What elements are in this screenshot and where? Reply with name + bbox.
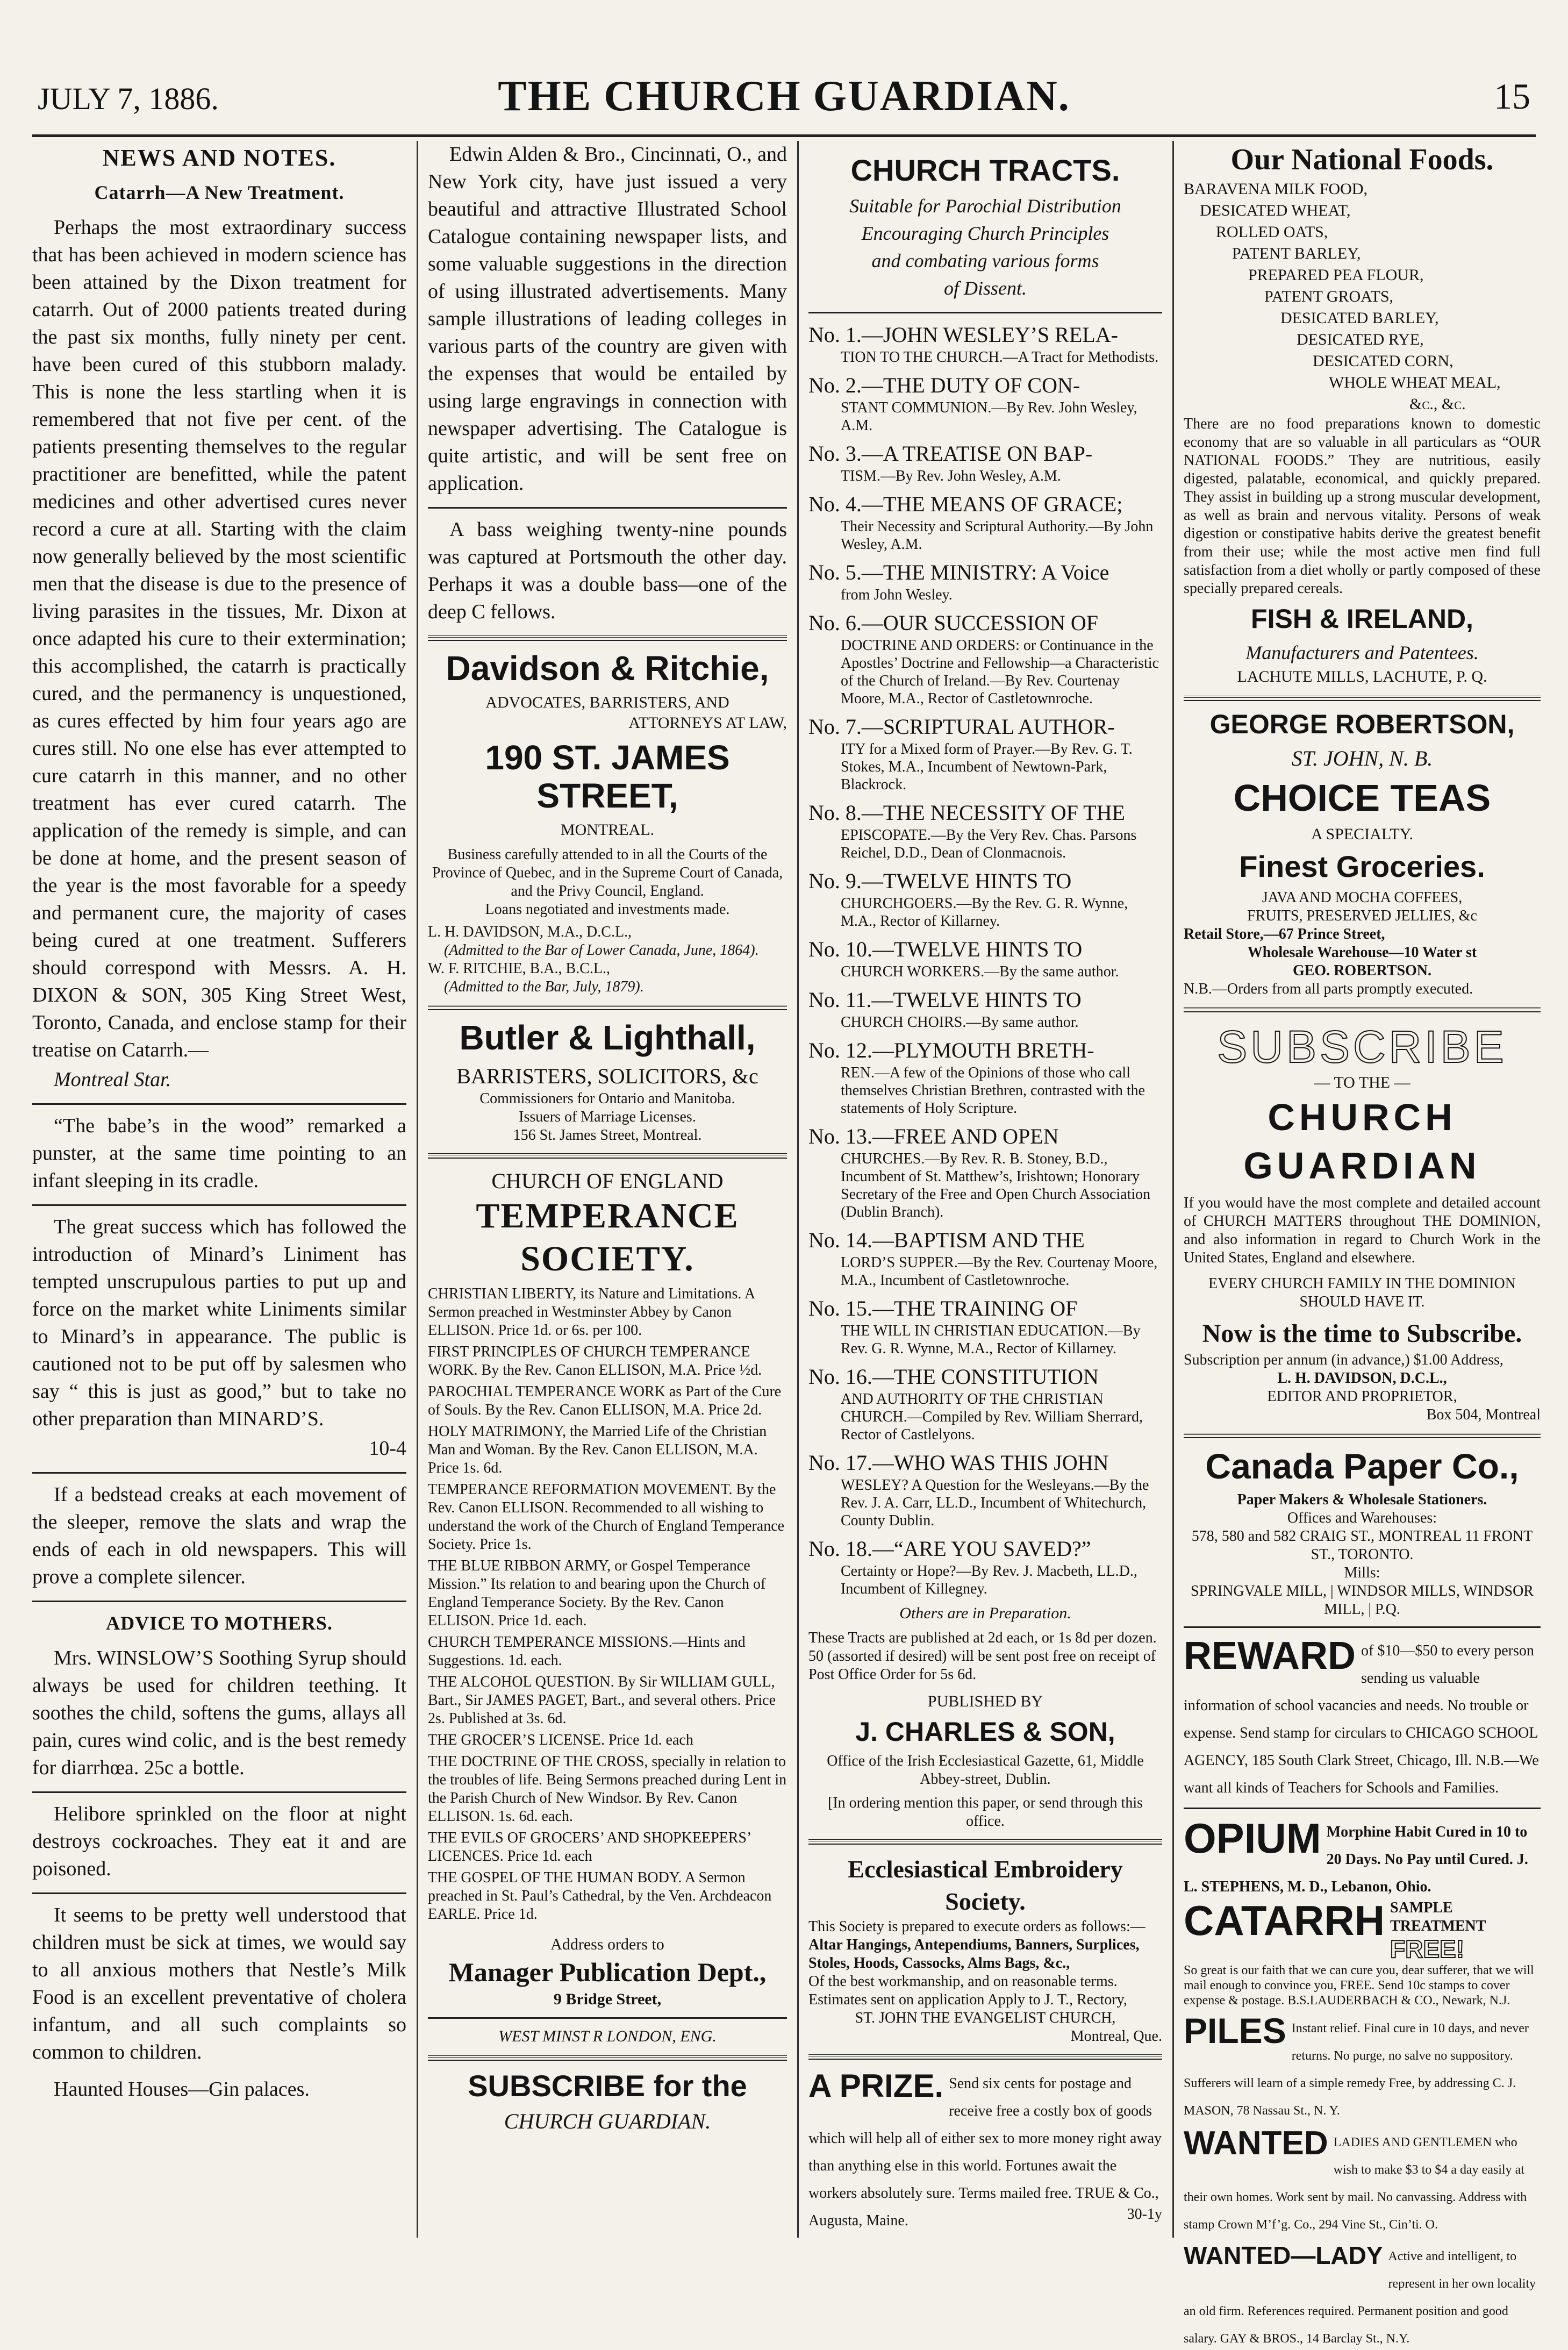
tract-description: REN.—A few of the Opinions of those who call themselves Christian Brethren, contrasted with the statements of Holy Scripture. [841, 1064, 1145, 1117]
tract-title: No. 4.—THE MEANS OF GRACE; [808, 491, 1123, 516]
tract-title: No. 8.—THE NECESSITY OF THE [808, 800, 1125, 825]
embroidery-items: Altar Hangings, Antependiums, Banners, Surplices, Stoles, Hoods, Cassocks, Alms Bags, &c., [808, 1936, 1140, 1972]
hellibore-item: Helibore sprinkled on the floor at night destroys cockroaches. They eat it and are poisoned. [32, 1803, 406, 1880]
catarrh-heading: Catarrh—A New Treatment. [94, 182, 345, 203]
butler-lighthall-title: Butler & Lighthall, [459, 1018, 756, 1058]
tract-title: No. 12.—PLYMOUTH BRETH- [808, 1038, 1094, 1062]
cote-item: THE DOCTRINE OF THE CROSS, specially in relation to the troubles of life. Being Sermons preached during Lent in the Parish Church of New Windsor. By Rev. Canon ELLISON. 1s. 6d. each. [428, 1753, 787, 1825]
davidson-partner2-note: (Admitted to the Bar, July, 1879). [444, 978, 644, 996]
cote-item: CHRISTIAN LIBERTY, its Nature and Limitations. A Sermon preached in Westminster Abbey by Canon ELLISON. Price 1d. or 6s. per 100. [428, 1285, 755, 1339]
opium-word: OPIUM [1184, 1815, 1321, 1862]
tract-item [808, 867, 1162, 930]
choice-teas: CHOICE TEAS [1233, 777, 1491, 819]
bridge-street: 9 Bridge Street, [553, 1990, 662, 2008]
issue-date: JULY 7, 1886. [38, 81, 219, 116]
divider [428, 1153, 787, 1159]
tract-item [808, 799, 1162, 862]
reward-ad [1184, 1635, 1541, 1800]
food-item: DESICATED WHEAT, [1200, 202, 1351, 219]
tracts-price: These Tracts are published at 2d each, or 1s 8d per dozen. 50 (assorted if desired) will be sent post free on receipt of Post Office Order for 5s 6d. [808, 1629, 1157, 1683]
tract-list [808, 321, 1162, 1598]
wanted-lady-text: Active and intelligent, to represent in her own locality an old firm. References required. Permanent position and good salary. GAY & BROS., 14 Barclay St., N.Y. [1184, 2249, 1536, 2346]
tract-description: WESLEY? A Question for the Wesleyans.—By the Rev. J. A. Carr, LL.D., Incumbent of Whitechurch, County Dublin. [841, 1476, 1149, 1529]
fish-heading: FISH & IRELAND, [1251, 604, 1473, 634]
butler-line1: BARRISTERS, SOLICITORS, &c [456, 1063, 758, 1088]
prize-text: Send six cents for postage and receive free a costly box of goods which will help all of either sex to more money right away than anything else in this world. Fortunes await the workers absolutely sure. Terms mailed free. TRUE & Co., Augusta, Maine. [808, 2075, 1162, 2229]
tract-description: CHURCH CHOIRS.—By same author. [841, 1013, 1079, 1031]
tract-item [808, 372, 1162, 434]
tracts-sub1: Suitable for Parochial Distribution [849, 195, 1121, 217]
davidson-business: Business carefully attended to in all the Courts of the Province of Quebec, and in the Supreme Court of Canada, and the Privy Council, England. [432, 846, 783, 900]
divider [1184, 1007, 1541, 1012]
divider [32, 1472, 406, 1474]
tract-item [808, 935, 1162, 981]
prize-ref: 30-1y [1127, 2205, 1162, 2223]
published-by: PUBLISHED BY [927, 1692, 1043, 1710]
tract-item [808, 321, 1162, 366]
tract-title: No. 10.—TWELVE HINTS TO [808, 937, 1083, 961]
cote-item: HOLY MATRIMONY, the Married Life of the Christian Man and Woman. By the Rev. Canon ELLISON, M.A. Price 1s. 6d. [428, 1423, 767, 1476]
davidson-address: 190 ST. JAMES STREET, [485, 738, 730, 815]
embroidery-title: Ecclesiastical Embroidery Society. [848, 1855, 1123, 1915]
mills-text: SPRINGVALE MILL, | WINDSOR MILLS, WINDSOR MILL, | P.Q. [1191, 1583, 1534, 1618]
cote-item: THE GROCER’S LICENSE. Price 1d. each [428, 1731, 693, 1748]
piles-ad [1184, 2012, 1541, 2122]
finest-groceries: Finest Groceries. [1239, 849, 1485, 883]
editor-name: L. H. DAVIDSON, D.C.L., [1277, 1369, 1447, 1387]
tract-title: No. 16.—THE CONSTITUTION [808, 1364, 1099, 1389]
tract-item [808, 490, 1162, 553]
divider [1184, 1433, 1541, 1438]
divider [428, 635, 787, 641]
tract-title: No. 13.—FREE AND OPEN [808, 1124, 1059, 1148]
butler-line3: Issuers of Marriage Licenses. [519, 1108, 696, 1125]
tract-item [808, 713, 1162, 794]
editor-role: EDITOR AND PROPRIETOR, [1267, 1388, 1457, 1405]
cote-item: THE GOSPEL OF THE HUMAN BODY. A Sermon preached in St. Paul’s Cathedral, by the Ven. Archdeacon EARLE. Price 1d. [428, 1869, 772, 1923]
tract-description: from John Wesley. [841, 586, 953, 603]
tract-title: No. 6.—OUR SUCCESSION OF [808, 610, 1098, 635]
divider [32, 1204, 406, 1206]
tract-description: LORD’S SUPPER.—By the Rev. Courtenay Moore, M.A., Incumbent of Castletownroche. [841, 1254, 1158, 1289]
catarrh-source: Montreal Star. [54, 1068, 171, 1091]
tract-title: No. 2.—THE DUTY OF CON- [808, 373, 1080, 397]
divider [808, 2054, 1162, 2060]
wanted-ad [1184, 2126, 1541, 2236]
divider [32, 1601, 406, 1602]
subscription-price: Subscription per annum (in advance,) $1.00 Address, [1184, 1351, 1503, 1368]
cote-item: CHURCH TEMPERANCE MISSIONS.—Hints and Suggestions. 1d. each. [428, 1633, 746, 1669]
bedstead-item: If a bedstead creaks at each movement of the sleeper, remove the slats and wrap the ends of each in old newspapers. This will prove a complete silencer. [32, 1483, 406, 1588]
tract-description: TION TO THE CHURCH.—A Tract for Methodists. [841, 348, 1159, 366]
tract-title: No. 7.—SCRIPTURAL AUTHOR- [808, 714, 1115, 739]
cote-heading: CHURCH OF ENGLAND [491, 1168, 724, 1193]
tract-description: EPISCOPATE.—By the Very Rev. Chas. Parsons Reichel, D.D., Dean of Clonmacnois. [841, 826, 1137, 861]
church-guardian-title: CHURCH GUARDIAN [1243, 1096, 1481, 1187]
tract-title: No. 18.—“ARE YOU SAVED?” [808, 1536, 1091, 1561]
foods-text: There are no food preparations known to domestic economy that are so valuable in all particulars as “OUR NATIONAL FOODS.” They are nutritious, easily digested, palatable, economical, and quickly prepared. They assist in building up a strong muscular development, as well as brain and nervous vitality. Persons of weak digestion or constipative habits derive the greatest benefit from their use; while the most active men find full satisfaction from a diet wholly or partly composed of these specially prepared cereals. [1184, 416, 1541, 597]
publisher-name: J. CHARLES & SON, [855, 1716, 1115, 1747]
manager-publication: Manager Publication Dept., [448, 1956, 767, 1987]
tract-title: No. 3.—A TREATISE ON BAP- [808, 441, 1093, 466]
page-number: 15 [1494, 76, 1530, 117]
cote-list [428, 1285, 787, 1924]
geo-robertson: GEO. ROBERTSON. [1292, 962, 1432, 979]
column-4 [1175, 141, 1541, 2346]
robertson-city: ST. JOHN, N. B. [1291, 746, 1433, 770]
retail-store: Retail Store,—67 Prince Street, [1184, 925, 1385, 942]
tract-item [808, 1295, 1162, 1358]
wanted-word: WANTED [1184, 2125, 1328, 2162]
divider [1184, 1626, 1541, 1628]
others-preparation: Others are in Preparation. [899, 1604, 1071, 1622]
opium-ad [1184, 1817, 1541, 1899]
catarrh-free1: SAMPLE TREATMENT [1390, 1899, 1486, 1935]
mills-label: Mills: [1344, 1565, 1380, 1582]
tracts-sub2: Encouraging Church Principles [861, 222, 1109, 244]
tract-description: DOCTRINE AND ORDERS: or Continuance in the Apostles’ Doctrine and Fellowship—a Characteristic of the Church of Ireland.—By Rev. Courtenay Moore, M.A., Rector of Castletownroche. [841, 637, 1159, 707]
tract-description: AND AUTHORITY OF THE CHRISTIAN CHURCH.—Compiled by Rev. William Sherrard, Rector of Castlelyons. [841, 1390, 1143, 1443]
embroidery-city: Montreal, Que. [1070, 2027, 1162, 2045]
wanted-lady-ad [1184, 2240, 1541, 2350]
davidson-city: MONTREAL. [560, 821, 655, 839]
catarrh-ad [1184, 1899, 1541, 1963]
tract-item [808, 1535, 1162, 1598]
newspaper-title: THE CHURCH GUARDIAN. [498, 73, 1070, 120]
tract-item [808, 1363, 1162, 1444]
column-3 [800, 141, 1171, 2238]
food-item: &c., &c. [1409, 395, 1466, 413]
prize-word: A PRIZE. [808, 2067, 944, 2104]
cote-item: THE BLUE RIBBON ARMY, or Gospel Temperance Mission.” Its relation to and bearing upon the Church of England Temperance Society. By the Rev. Canon ELLISON. Price 1d. each. [428, 1557, 766, 1629]
foods-list [1184, 178, 1541, 415]
tract-item [808, 1226, 1162, 1289]
divider [32, 1892, 406, 1894]
minards-item: The great success which has followed the introduction of Minard’s Liniment has tempted unscrupulous parties to put up and force on the market white Liniments similar to Minard’s in appearance. The public is cautioned not to be put off by salesmen who say “ this is just as good,” but to take no other preparation than MINARD’S. [32, 1216, 406, 1430]
minards-ref: 10-4 [369, 1437, 406, 1460]
tract-item [808, 559, 1162, 604]
cg-text: If you would have the most complete and detailed account of CHURCH MATTERS throughout THE DOMINION, and also information in regard to Church Work in the United States, England and elsewhere. [1184, 1194, 1541, 1266]
food-item: ROLLED OATS, [1216, 223, 1328, 241]
tract-item [808, 609, 1162, 708]
food-item: DESICATED RYE, [1297, 331, 1424, 348]
tract-description: CHURCHES.—By Rev. R. B. Stoney, B.D., Incumbent of St. Matthew’s, Irishtown; Honorary Secretary of the Free and Open Church Association (Dublin Branch). [841, 1150, 1151, 1220]
food-item: PATENT GROATS, [1264, 288, 1394, 305]
divider [1184, 1808, 1541, 1809]
opium-text: Morphine Habit Cured in 10 to 20 Days. No Pay until Cured. J. L. STEPHENS, M. D., Lebanon, Ohio. [1184, 1824, 1528, 1896]
column-1 [32, 141, 415, 2238]
tract-item [808, 1037, 1162, 1117]
divider [1184, 696, 1541, 701]
divider [32, 1791, 406, 1793]
prize-ad [808, 2068, 1162, 2233]
tract-title: No. 14.—BAPTISM AND THE [808, 1227, 1085, 1252]
tract-title: No. 17.—WHO WAS THIS JOHN [808, 1450, 1109, 1475]
fruits: FRUITS, PRESERVED JELLIES, &c [1247, 907, 1477, 924]
box-number: Box 504, Montreal [1426, 1406, 1541, 1423]
paper-makers: Paper Makers & Wholesale Stationers. [1237, 1491, 1487, 1509]
news-heading: NEWS AND NOTES. [102, 145, 336, 171]
masthead [32, 54, 1536, 137]
butler-line2: Commissioners for Ontario and Manitoba. [479, 1090, 735, 1107]
tract-title: No. 11.—TWELVE HINTS TO [808, 987, 1082, 1012]
tract-description: ITY for a Mixed form of Prayer.—By Rev. G. T. Stokes, M.A., Incumbent of Newtown-Park, Blackrock. [841, 740, 1133, 793]
cote-title: TEMPERANCE SOCIETY. [476, 1196, 739, 1278]
subscribe-for-the: SUBSCRIBE for the [468, 2068, 747, 2103]
teas-sub: A SPECIALTY. [1311, 825, 1414, 843]
davidson-ritchie-title: Davidson & Ritchie, [446, 649, 769, 688]
tract-title: No. 1.—JOHN WESLEY’S RELA- [808, 322, 1118, 347]
embroidery-church: ST. JOHN THE EVANGELIST CHURCH, [855, 2009, 1116, 2026]
davidson-partner2: W. F. RITCHIE, B.A., B.C.L., [428, 960, 610, 977]
canada-paper: Canada Paper Co., [1205, 1446, 1519, 1486]
westminster: WEST MINST R LONDON, ENG. [498, 2027, 717, 2045]
tract-description: Certainty or Hope?—By Rev. J. Macbeth, LL.D., Incumbent of Killegney. [841, 1562, 1137, 1597]
food-item: DESICATED CORN, [1313, 352, 1454, 370]
catarrh-word: CATARRH [1184, 1897, 1385, 1945]
food-item: DESICATED BARLEY, [1280, 309, 1439, 327]
fish-city: LACHUTE MILLS, LACHUTE, P. Q. [1237, 668, 1487, 685]
divider [808, 1839, 1162, 1845]
advice-heading: ADVICE TO MOTHERS. [106, 1612, 333, 1634]
piles-text: Instant relief. Final cure in 10 days, and never returns. No purge, no salve no suppository. Sufferers will learn of a simple remedy Free, by addressing C. J. MASON, 78 Nassau St., N. Y. [1184, 2022, 1529, 2118]
tracts-sub3: and combating various forms [871, 249, 1099, 272]
divider [428, 2017, 787, 2019]
tract-description: CHURCH WORKERS.—By the same author. [841, 963, 1119, 980]
davidson-partner1-note: (Admitted to the Bar of Lower Canada, June, 1864). [444, 942, 759, 959]
tracts-heading: CHURCH TRACTS. [850, 153, 1120, 187]
bass-item: A bass weighing twenty-nine pounds was captured at Portsmouth the other day. Perhaps it was a double bass—one of the deep C fellows. [428, 518, 787, 623]
fish-sub: Manufacturers and Patentees. [1245, 642, 1479, 663]
haunted-item: Haunted Houses—Gin palaces. [54, 2078, 310, 2101]
embroidery-text1: This Society is prepared to execute orders as follows:— [808, 1918, 1145, 1935]
divider [32, 1103, 406, 1105]
food-item: BARAVENA MILK FOOD, [1184, 180, 1367, 198]
wanted-text: LADIES AND GENTLEMEN who wish to make $3 to $4 a day easily at their own homes. Work sent by mail. No canvassing. Address with stamp Crown M’f’g. Co., 294 Vine St., Cin’ti. O. [1184, 2135, 1527, 2232]
paper-address: 578, 580 and 582 CRAIG ST., MONTREAL 11 FRONT ST., TORONTO. [1191, 1528, 1533, 1563]
divider [428, 1005, 787, 1010]
ordering-note: [In ordering mention this paper, or send through this office. [828, 1794, 1143, 1830]
tract-title: No. 9.—TWELVE HINTS TO [808, 868, 1072, 893]
catarrh-free2: FREE! [1390, 1935, 1465, 1963]
church-guardian-ital: CHURCH GUARDIAN. [504, 2109, 711, 2134]
tracts-sub4: of Dissent. [943, 277, 1027, 299]
food-item: PATENT BARLEY, [1232, 245, 1361, 262]
davidson-loans: Loans negotiated and investments made. [485, 901, 730, 918]
food-item: PREPARED PEA FLOUR, [1248, 266, 1424, 284]
divider [808, 312, 1162, 313]
davidson-line2: ATTORNEYS AT LAW, [628, 714, 787, 732]
subscribe-big: SUBSCRIBE [1217, 1021, 1507, 1072]
robertson-name: GEORGE ROBERTSON, [1209, 709, 1515, 739]
divider [428, 2055, 787, 2061]
cote-item: THE EVILS OF GROCERS’ AND SHOPKEEPERS’ LICENCES. Price 1d. each [428, 1829, 751, 1865]
tract-description: Their Necessity and Scriptural Authority.—By John Wesley, A.M. [841, 518, 1154, 553]
wanted-lady-word: WANTED—LADY [1184, 2241, 1383, 2270]
babe-item: “The babe’s in the wood” remarked a punster, at the same time pointing to an infant sleeping in its cradle. [32, 1115, 406, 1192]
catarrh-ad-text: So great is our faith that we can cure you, dear sufferer, that we will mail enough to convince you, FREE. Send 10c stamps to cover expense & postage. B.S.LAUDERBACH & CO., Newark, N.J. [1184, 1963, 1534, 2008]
tract-item [808, 986, 1162, 1031]
now-is-the-time: Now is the time to Subscribe. [1202, 1319, 1522, 1348]
every-family: EVERY CHURCH FAMILY IN THE DOMINION SHOULD HAVE IT. [1208, 1275, 1516, 1310]
cote-item: FIRST PRINCIPLES OF CHURCH TEMPERANCE WORK. By the Rev. Canon ELLISON, M.A. Price ½d. [428, 1343, 762, 1378]
catarrh-article: Perhaps the most extraordinary success that has been achieved in modern science has been attained by the Dixon treatment for catarrh. Out of 2000 patients treated during the past six months, fully ninety per cent. have been cured of this stubborn malady. This is none the less startling when it is remembered that not five per cent. of the patients presenting themselves to the regular practitioner are benefitted, while the patent medicines and other advertised cures never record a cure at all. Starting with the claim now generally believed by the most scientific men that the disease is due to the presence of living parasites in the tissues, Mr. Dixon at once adapted his cure to their extermination; this accomplished, the catarrh is practically cured, and the permanency is unquestioned, as cures effected by him four years ago are cures still. No one else has ever attempted to cure catarrh in this manner, and no other treatment has ever cured catarrh. The application of the remedy is simple, and can be done at home, and the present season of the year is the most favorable for a speedy and permanent cure, the majority of cases being cured at one treatment. Sufferers should correspond with Messrs. A. H. DIXON & SON, 305 King Street West, Toronto, Canada, and enclose stamp for their treatise on Catarrh.— [32, 216, 406, 1061]
tract-title: No. 5.—THE MINISTRY: A Voice [808, 560, 1109, 584]
wholesale: Wholesale Warehouse—10 Water st [1247, 944, 1477, 961]
tract-description: CHURCHGOERS.—By the Rev. G. R. Wynne, M.A., Rector of Killarney. [841, 895, 1128, 930]
tract-item [808, 1123, 1162, 1221]
food-item: WHOLE WHEAT MEAL, [1329, 374, 1501, 391]
foods-heading: Our National Foods. [1230, 143, 1494, 176]
publisher-info: Office of the Irish Ecclesiastical Gazette, 61, Middle Abbey-street, Dublin. [827, 1752, 1144, 1788]
column-rule [417, 141, 418, 2238]
butler-line4: 156 St. James Street, Montreal. [513, 1126, 702, 1144]
cote-item: THE ALCOHOL QUESTION. By Sir WILLIAM GULL, Bart., Sir JAMES PAGET, Bart., and several others. Price 2s. Published at 3s. 6d. [428, 1673, 776, 1727]
address-orders: Address orders to [550, 1935, 664, 1953]
reward-text: of $10—$50 to every person sending us valuable information of school vacancies and needs. No trouble or expense. Send stamp for circulars to CHICAGO SCHOOL AGENCY, 185 South Clark Street, Chicago, Ill. N.B.—We want all kinds of Teachers for Schools and Families. [1184, 1642, 1539, 1797]
alden-item: Edwin Alden & Bro., Cincinnati, O., and New York city, have just issued a very beautiful and attractive Illustrated School Catalogue containing newspaper lists, and some valuable suggestions in the direction of using illustrated advertisements. Many sample illustrations of leading colleges in various parts of the country are given with the expenses that would be entailed by using large engravings in connection with newspaper advertising. The Catalogue is quite artistic, and will be sent free on application. [428, 143, 787, 495]
tract-item [808, 440, 1162, 485]
tract-title: No. 15.—THE TRAINING OF [808, 1296, 1078, 1320]
advice-item: Mrs. WINSLOW’S Soothing Syrup should always be used for children teething. It soothes the child, softens the gums, allays all pain, cures wind colic, and is the best remedy for diarrhœa. 25c a bottle. [32, 1647, 406, 1779]
tract-description: THE WILL IN CHRISTIAN EDUCATION.—By Rev. G. R. Wynne, M.A., Rector of Killarney. [841, 1322, 1141, 1357]
piles-word: PILES [1184, 2011, 1286, 2051]
paper-offices: Offices and Warehouses: [1287, 1510, 1437, 1527]
cote-item: TEMPERANCE REFORMATION MOVEMENT. By the Rev. Canon ELLISON. Recommended to all wishing to understand the work of the Church of England Temperance Society. Price 1s. [428, 1481, 785, 1553]
reward-word: REWARD [1184, 1634, 1356, 1678]
davidson-line1: ADVOCATES, BARRISTERS, AND [485, 694, 729, 712]
nb-orders: N.B.—Orders from all parts promptly executed. [1184, 980, 1473, 997]
tract-description: STANT COMMUNION.—By Rev. John Wesley, A.M. [841, 399, 1137, 434]
column-2 [419, 141, 796, 2238]
java-coffees: JAVA AND MOCHA COFFEES, [1262, 889, 1463, 906]
embroidery-text2: Of the best workmanship, and on reasonable terms. Estimates sent on application Apply to J. T., Rectory, [808, 1973, 1127, 2008]
tract-description: TISM.—By Rev. John Wesley, A.M. [841, 467, 1061, 484]
column-rule [1172, 141, 1174, 2238]
tract-item [808, 1449, 1162, 1530]
divider [428, 507, 787, 509]
milk-food-item: It seems to be pretty well understood that children must be sick at times, we would say to all anxious mothers that Nestle’s Milk Food is an excellent preventative of cholera infantum, and all such complaints so common to children. [32, 1904, 406, 2063]
cote-item: PAROCHIAL TEMPERANCE WORK as Part of the Cure of Souls. By the Rev. Canon ELLISON, M.A. Price 2d. [428, 1383, 782, 1418]
column-rule [797, 141, 799, 2238]
davidson-partner1: L. H. DAVIDSON, M.A., D.C.L., [428, 924, 632, 941]
to-the: — TO THE — [1314, 1073, 1411, 1091]
